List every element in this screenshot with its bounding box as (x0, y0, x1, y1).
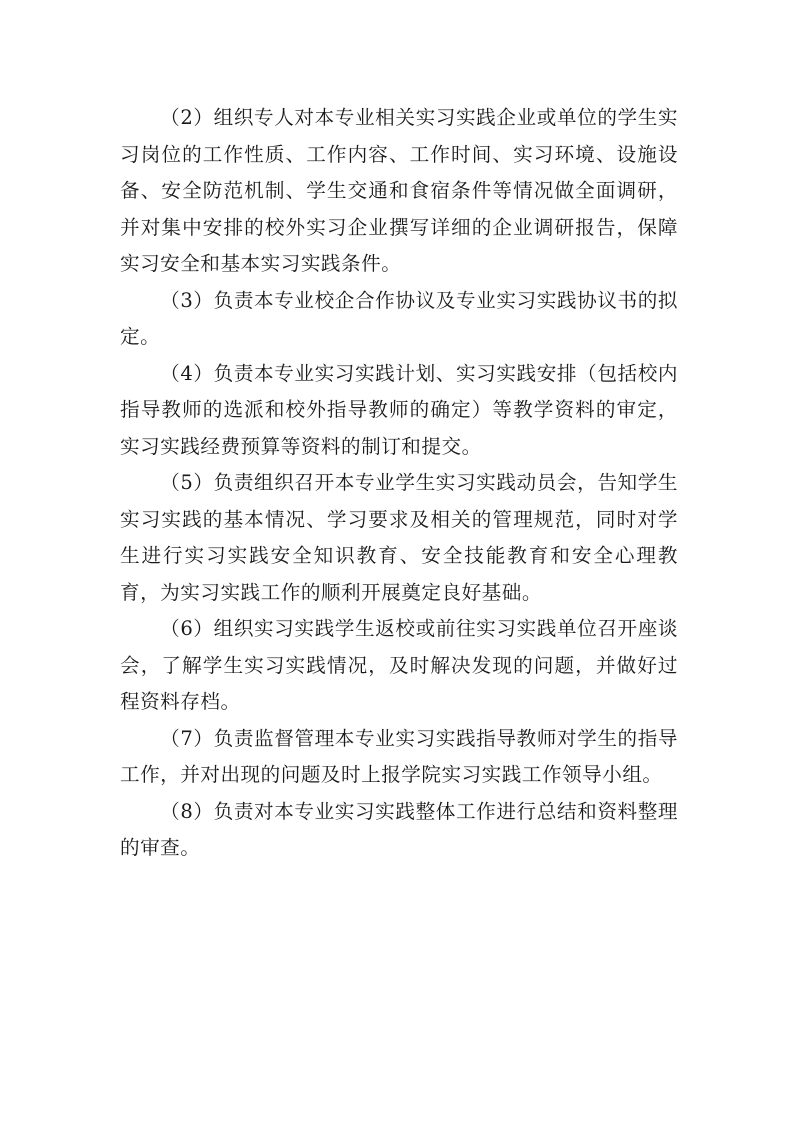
paragraph-item-2: （2）组织专人对本专业相关实习实践企业或单位的学生实习岗位的工作性质、工作内容、工作时间、实习环境、设施设备、安全防范机制、学生交通和食宿条件等情况做全面调研，并对集中安排的校外实习企业撰写详细的企业调研报告，保障实习安全和基本实习实践条件。 (120, 106, 678, 275)
paragraph-item-8: （8）负责对本专业实习实践整体工作进行总结和资料整理的审查。 (120, 799, 678, 859)
document-page (120, 100, 678, 867)
paragraph-item-5: （5）负责组织召开本专业学生实习实践动员会，告知学生实习实践的基本情况、学习要求及相关的管理规范，同时对学生进行实习实践安全知识教育、安全技能教育和安全心理教育，为实习实践工作的顺利开展奠定良好基础。 (120, 471, 678, 604)
paragraph-item-4: （4）负责本专业实习实践计划、实习实践安排（包括校内指导教师的选派和校外指导教师的确定）等教学资料的审定，实习实践经费预算等资料的制订和提交。 (120, 361, 678, 458)
paragraph-item-7: （7）负责监督管理本专业实习实践指导教师对学生的指导工作，并对出现的问题及时上报学院实习实践工作领导小组。 (120, 726, 678, 786)
paragraph-item-6: （6）组织实习实践学生返校或前往实习实践单位召开座谈会，了解学生实习实践情况，及时解决发现的问题，并做好过程资料存档。 (120, 617, 678, 713)
paragraph-item-3: （3）负责本专业校企合作协议及专业实习实践协议书的拟定。 (120, 288, 678, 348)
